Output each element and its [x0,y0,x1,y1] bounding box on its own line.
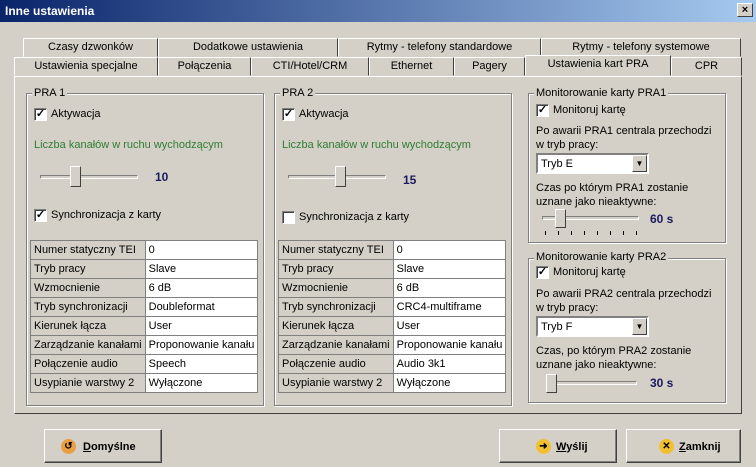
row-value[interactable]: User [393,317,506,336]
row-value[interactable]: 6 dB [393,279,506,298]
monitor-pra2-time-text-2: uznane jako nieaktywne: [536,359,657,371]
row-value[interactable]: 6 dB [145,279,258,298]
window-title: Inne ustawienia [5,4,95,18]
slider-tick [584,231,585,235]
table-row[interactable] [279,336,506,355]
row-value[interactable]: Wyłączone [145,374,258,393]
monitor-pra1-checkbox-label: Monitoruj kartę [553,104,626,116]
monitor-pra2-time-slider-thumb[interactable] [546,374,557,393]
pra1-channels-value: 10 [155,170,169,184]
table-row[interactable] [279,374,506,393]
monitor-pra2-mode-select[interactable] [536,316,649,337]
tab-ethernet[interactable] [369,57,454,76]
close-window-button[interactable] [737,3,753,17]
row-value[interactable]: Speech [145,355,258,374]
monitor-pra1-time-text-2: uznane jako nieaktywne: [536,196,657,208]
pra1-sync-label: Synchronizacja z karty [51,209,162,221]
pra1-activation-checkbox[interactable] [34,108,47,121]
check-icon: ✓ [537,266,548,278]
pra2-activation-checkbox[interactable] [282,108,295,121]
tab-label: Połączenia [177,60,232,72]
row-value[interactable]: Slave [393,260,506,279]
tab-cpr[interactable] [671,57,742,76]
slider-tick [571,231,572,235]
close-icon: ✕ [659,439,674,454]
pra2-activation-label: Aktywacja [299,108,349,120]
row-value[interactable]: Proponowanie kanału [393,336,506,355]
row-key: Wzmocnienie [31,279,146,298]
pra1-settings-table [30,240,258,393]
row-key: Tryb synchronizacji [279,298,394,317]
table-row[interactable] [279,241,506,260]
row-key: Wzmocnienie [279,279,394,298]
row-key: Połączenie audio [31,355,146,374]
slider-tick [558,231,559,235]
row-value[interactable]: 0 [393,241,506,260]
table-row[interactable] [279,279,506,298]
monitor-pra2-failure-text-2: w tryb pracy: [536,302,599,314]
check-icon: ✓ [283,108,294,120]
tab-label: Ethernet [390,60,433,72]
tab-label: CPR [694,60,719,72]
chevron-down-icon[interactable]: ▼ [632,318,647,335]
select-value: Tryb E [541,158,573,170]
tab-pagery[interactable] [454,57,525,76]
pra1-activation-label: Aktywacja [51,108,101,120]
arrow-right-icon: ➜ [536,439,551,454]
send-button[interactable] [499,429,617,463]
row-value[interactable]: Audio 3k1 [393,355,506,374]
tab-label: Rytmy - telefony systemowe [572,41,710,53]
table-row[interactable] [31,298,258,317]
table-row[interactable] [31,241,258,260]
table-row[interactable] [279,317,506,336]
monitor-pra1-checkbox[interactable] [536,104,549,117]
check-icon: ✓ [537,104,548,116]
row-value[interactable]: Slave [145,260,258,279]
monitor-pra2-failure-text: Po awarii PRA2 centrala przechodzi [536,288,712,300]
reset-icon: ↺ [61,439,76,454]
monitor-pra1-failure-text: Po awarii PRA1 centrala przechodzi [536,125,712,137]
close-button[interactable] [626,429,741,463]
tab-czasy-dzwonkow[interactable] [23,38,158,57]
row-key: Zarządzanie kanałami [279,336,394,355]
table-row[interactable] [31,279,258,298]
row-key: Usypianie warstwy 2 [279,374,394,393]
defaults-button-label: Domyślne [83,441,136,453]
row-value[interactable]: 0 [145,241,258,260]
monitor-pra2-time-value: 30 s [650,376,674,390]
tab-ustawienia-specjalne[interactable] [14,57,158,76]
row-value[interactable]: Doubleformat [145,298,258,317]
tab-dodatkowe-ustawienia[interactable] [158,38,338,57]
row-key: Tryb pracy [279,260,394,279]
defaults-button[interactable] [44,429,162,463]
monitor-pra1-mode-select[interactable] [536,153,649,174]
row-key: Usypianie warstwy 2 [31,374,146,393]
monitor-pra2-checkbox[interactable] [536,266,549,279]
table-row[interactable] [279,260,506,279]
table-row[interactable] [279,355,506,374]
row-key: Tryb pracy [31,260,146,279]
row-key: Kierunek łącza [31,317,146,336]
slider-tick [623,231,624,235]
monitor-pra1-failure-text-2: w tryb pracy: [536,139,599,151]
send-button-label: Wyślij [556,441,588,453]
select-value: Tryb F [541,321,573,333]
tab-polaczenia[interactable] [158,57,251,76]
tab-label: Pagery [472,60,507,72]
monitor-pra2-label: Monitorowanie karty PRA2 [536,251,667,263]
tab-label: Rytmy - telefony standardowe [366,41,513,53]
pra1-sync-checkbox[interactable] [34,209,47,222]
slider-tick [610,231,611,235]
monitor-pra1-time-slider-thumb[interactable] [555,209,566,228]
row-key: Numer statyczny TEI [31,241,146,260]
monitor-pra2-checkbox-label: Monitoruj kartę [553,266,626,278]
pra2-channels-value: 15 [403,173,417,187]
tab-label: CTI/Hotel/CRM [272,60,348,72]
table-row[interactable] [31,260,258,279]
slider-tick [545,231,546,235]
slider-tick [597,231,598,235]
check-icon: ✓ [35,108,46,120]
title-bar [0,0,756,22]
table-row[interactable] [279,298,506,317]
table-row[interactable] [31,336,258,355]
row-value[interactable]: CRC4-multiframe [393,298,506,317]
pra2-settings-table [278,240,506,393]
chevron-down-icon[interactable]: ▼ [632,155,647,172]
tab-cti-hotel-crm[interactable] [251,57,369,76]
tab-label: Czasy dzwonków [48,41,133,53]
pra2-group-label: PRA 2 [282,87,314,99]
tab-label: Dodatkowe ustawienia [192,41,304,53]
tab-ustawienia-kart-pra[interactable] [525,55,671,76]
tab-label: Ustawienia kart PRA [547,58,649,70]
row-value[interactable]: Wyłączone [393,374,506,393]
row-key: Zarządzanie kanałami [31,336,146,355]
pra1-channels-label: Liczba kanałów w ruchu wychodzącym [34,139,223,151]
pra2-channels-label: Liczba kanałów w ruchu wychodzącym [282,139,471,151]
close-icon: × [741,4,749,16]
table-row[interactable] [31,374,258,393]
pra2-sync-label: Synchronizacja z karty [299,211,410,223]
pra2-channels-slider-thumb[interactable] [335,166,346,187]
slider-tick [636,231,637,235]
pra1-channels-slider-track[interactable] [40,175,138,179]
check-icon: ✓ [35,209,46,221]
pra2-sync-checkbox[interactable] [282,211,295,224]
row-key: Kierunek łącza [279,317,394,336]
pra1-channels-slider-thumb[interactable] [70,166,81,187]
row-key: Tryb synchronizacji [31,298,146,317]
pra1-group-label: PRA 1 [34,87,66,99]
row-value[interactable]: User [145,317,258,336]
tab-label: Ustawienia specjalne [34,60,138,72]
monitor-pra1-time-value: 60 s [650,212,674,226]
row-key: Numer statyczny TEI [279,241,394,260]
table-row[interactable] [31,317,258,336]
row-key: Połączenie audio [279,355,394,374]
monitor-pra2-time-text: Czas, po którym PRA2 zostanie [536,345,692,357]
tab-rytmy-standardowe[interactable] [338,38,541,57]
monitor-pra2-time-slider-track[interactable] [546,381,637,385]
table-row[interactable] [31,355,258,374]
row-value[interactable]: Proponowanie kanału [145,336,258,355]
close-button-label: Zamknij [679,441,721,453]
monitor-pra1-label: Monitorowanie karty PRA1 [536,87,667,99]
monitor-pra1-time-text: Czas po którym PRA1 zostanie [536,182,689,194]
